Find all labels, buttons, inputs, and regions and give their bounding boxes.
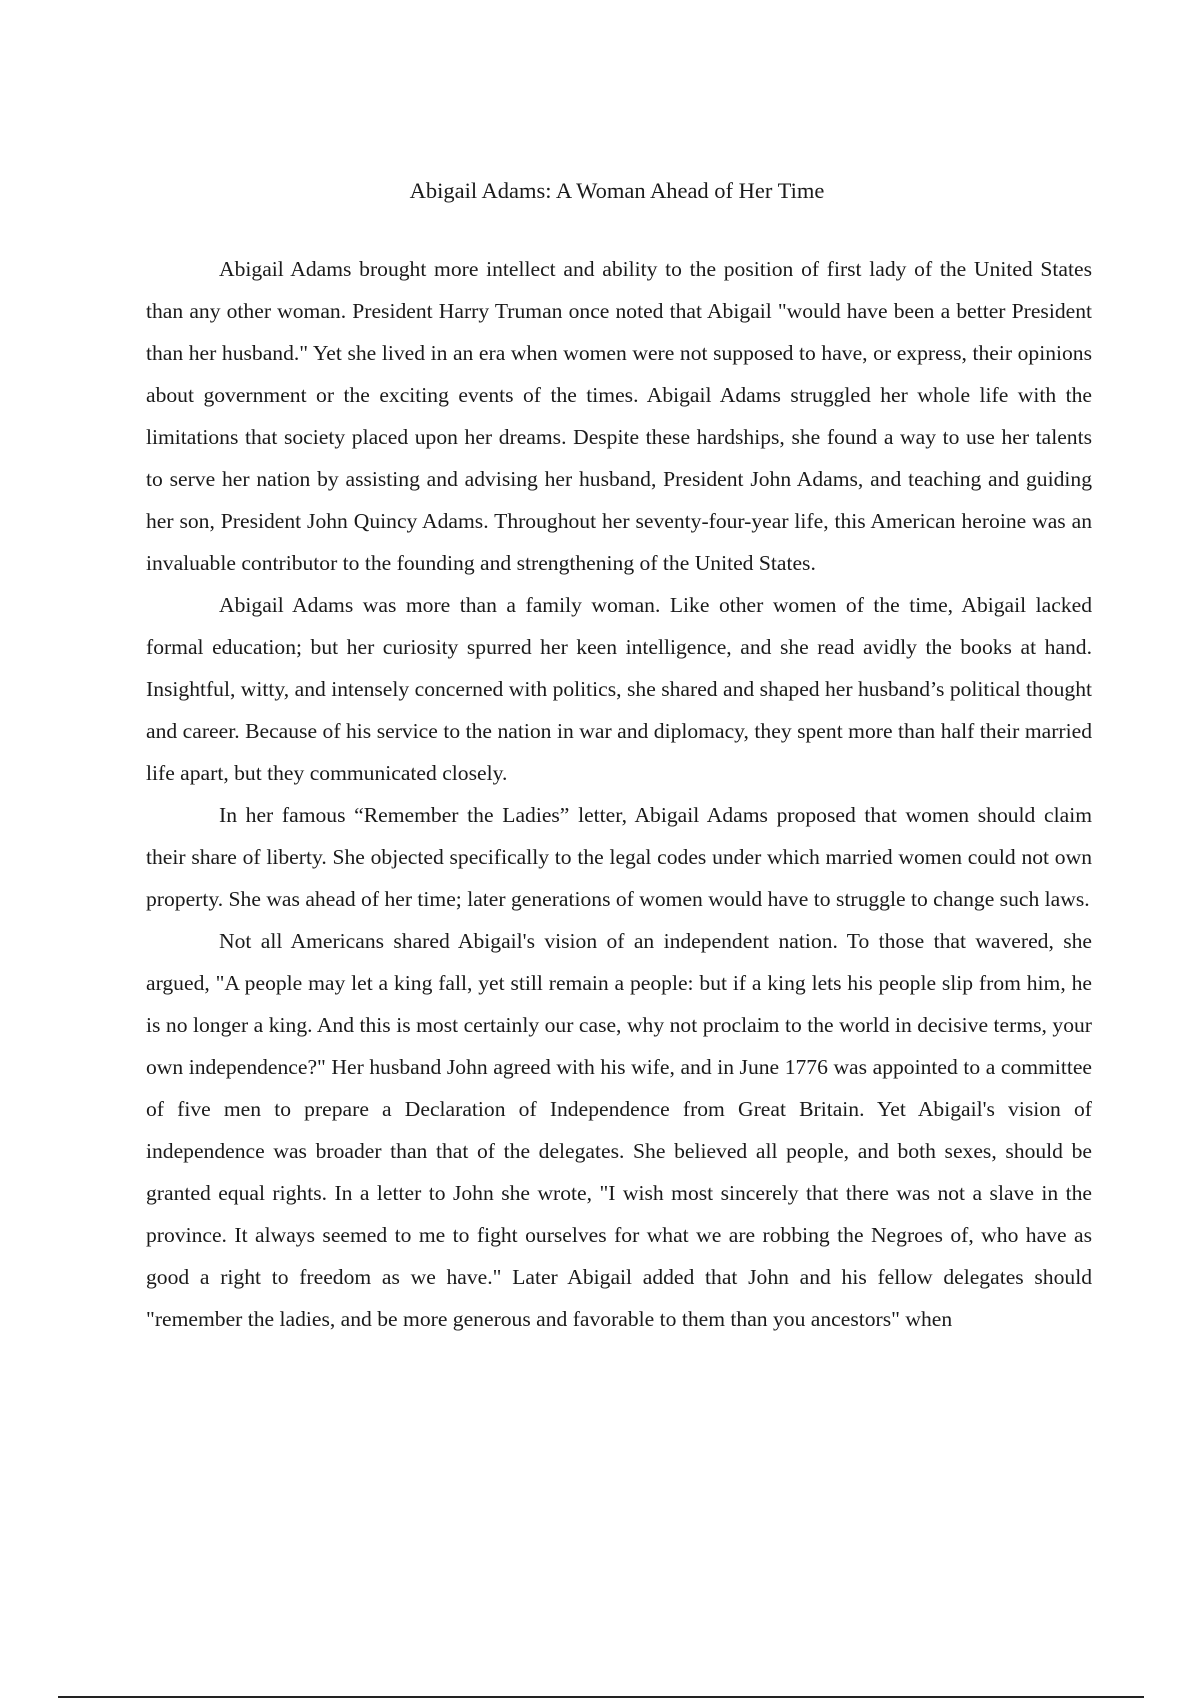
document-title: Abigail Adams: A Woman Ahead of Her Time [409, 178, 825, 203]
page-bottom-rule [58, 1696, 1144, 1698]
paragraph-3: In her famous “Remember the Ladies” letter, Abigail Adams proposed that women should claim their share of liberty. She objected specifically to the legal codes under which married women could not own property. She was ahead of her time; later generations of women would have to struggle to change such laws. [146, 803, 1092, 911]
document-body [146, 248, 1092, 1340]
paragraph-2: Abigail Adams was more than a family woman. Like other women of the time, Abigail lacked formal education; but her curiosity spurred her keen intelligence, and she read avidly the books at hand. Insightful, witty, and intensely concerned with politics, she shared and shaped her husband’s political thought and career. Because of his service to the nation in war and diplomacy, they spent more than half their married life apart, but they communicated closely. [146, 593, 1092, 785]
paragraph-1: Abigail Adams brought more intellect and ability to the position of first lady of the United States than any other woman. President Harry Truman once noted that Abigail "would have been a better President than her husband." Yet she lived in an era when women were not supposed to have, or express, their opinions about government or the exciting events of the times. Abigail Adams struggled her whole life with the limitations that society placed upon her dreams. Despite these hardships, she found a way to use her talents to serve her nation by assisting and advising her husband, President John Adams, and teaching and guiding her son, President John Quincy Adams. Throughout her seventy-four-year life, this American heroine was an invaluable contributor to the founding and strengthening of the United States. [146, 257, 1092, 575]
paragraph-4: Not all Americans shared Abigail's vision of an independent nation. To those that wavered, she argued, "A people may let a king fall, yet still remain a people: but if a king lets his people slip from him, he is no longer a king. And this is most certainly our case, why not proclaim to the world in decisive terms, your own independence?" Her husband John agreed with his wife, and in June 1776 was appointed to a committee of five men to prepare a Declaration of Independence from Great Britain. Yet Abigail's vision of independence was broader than that of the delegates. She believed all people, and both sexes, should be granted equal rights. In a letter to John she wrote, "I wish most sincerely that there was not a slave in the province. It always seemed to me to fight ourselves for what we are robbing the Negroes of, who have as good a right to freedom as we have." Later Abigail added that John and his fellow delegates should "remember the ladies, and be more generous and favorable to them than you ancestors" when [146, 929, 1092, 1331]
